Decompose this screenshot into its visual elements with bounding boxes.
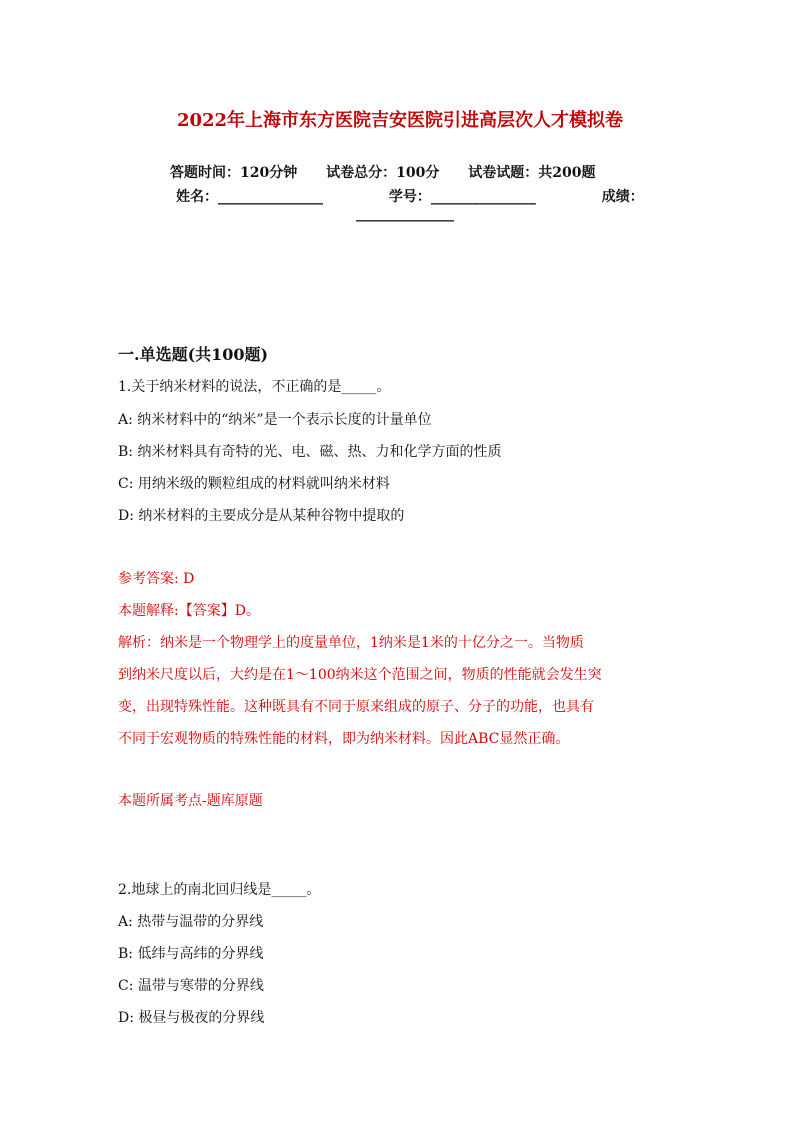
section-title: 一.单选题(共100题) [118, 345, 269, 364]
question-2-option-a: A: 热带与温带的分界线 [118, 914, 264, 930]
student-info-line [176, 186, 644, 206]
question-2-option-b: B: 低纬与高纬的分界线 [118, 946, 264, 962]
question-1-option-c: C: 用纳米级的颗粒组成的材料就叫纳米材料 [118, 476, 390, 492]
name-field: 姓名：_______________ [176, 189, 323, 205]
exam-time: 答题时间：120分钟 [170, 165, 298, 181]
exam-total-questions: 试卷试题：共200题 [468, 165, 596, 181]
question-1-stem: 1.关于纳米材料的说法，不正确的是_____。 [118, 379, 391, 395]
question-1-option-a: A: 纳米材料中的“纳米”是一个表示长度的计量单位 [118, 412, 432, 428]
question-1-explain-head: 本题解释:【答案】D。 [118, 603, 260, 619]
question-1-explain-line: 解析：纳米是一个物理学上的度量单位，1纳米是1米的十亿分之一。当物质 [118, 635, 584, 651]
question-1-explain-line: 变，出现特殊性能。这种既具有不同于原来组成的原子、分子的功能，也具有 [118, 699, 594, 715]
question-1-option-d: D: 纳米材料的主要成分是从某种谷物中提取的 [118, 508, 405, 524]
score-blank: ______________ [356, 206, 454, 222]
question-2-option-d: D: 极昼与极夜的分界线 [118, 1010, 265, 1026]
exam-title: 2022年上海市东方医院吉安医院引进高层次人才模拟卷 [176, 110, 624, 131]
question-2-stem: 2.地球上的南北回归线是_____。 [118, 882, 321, 898]
student-id-field: 学号：_______________ [388, 189, 536, 205]
question-1-topic: 本题所属考点-题库原题 [118, 793, 263, 809]
exam-info-line [170, 162, 619, 182]
question-1-option-b: B: 纳米材料具有奇特的光、电、磁、热、力和化学方面的性质 [118, 444, 502, 460]
question-1-explain-line: 到纳米尺度以后，大约是在1～100纳米这个范围之间，物质的性能就会发生突 [118, 667, 602, 683]
score-field: 成绩： [601, 189, 644, 205]
question-1-answer: 参考答案: D [118, 571, 195, 587]
question-1-explain-line: 不同于宏观物质的特殊性能的材料，即为纳米材料。因此ABC显然正确。 [118, 731, 570, 747]
question-2-option-c: C: 温带与寒带的分界线 [118, 978, 264, 994]
exam-total-score: 试卷总分：100分 [326, 165, 440, 181]
